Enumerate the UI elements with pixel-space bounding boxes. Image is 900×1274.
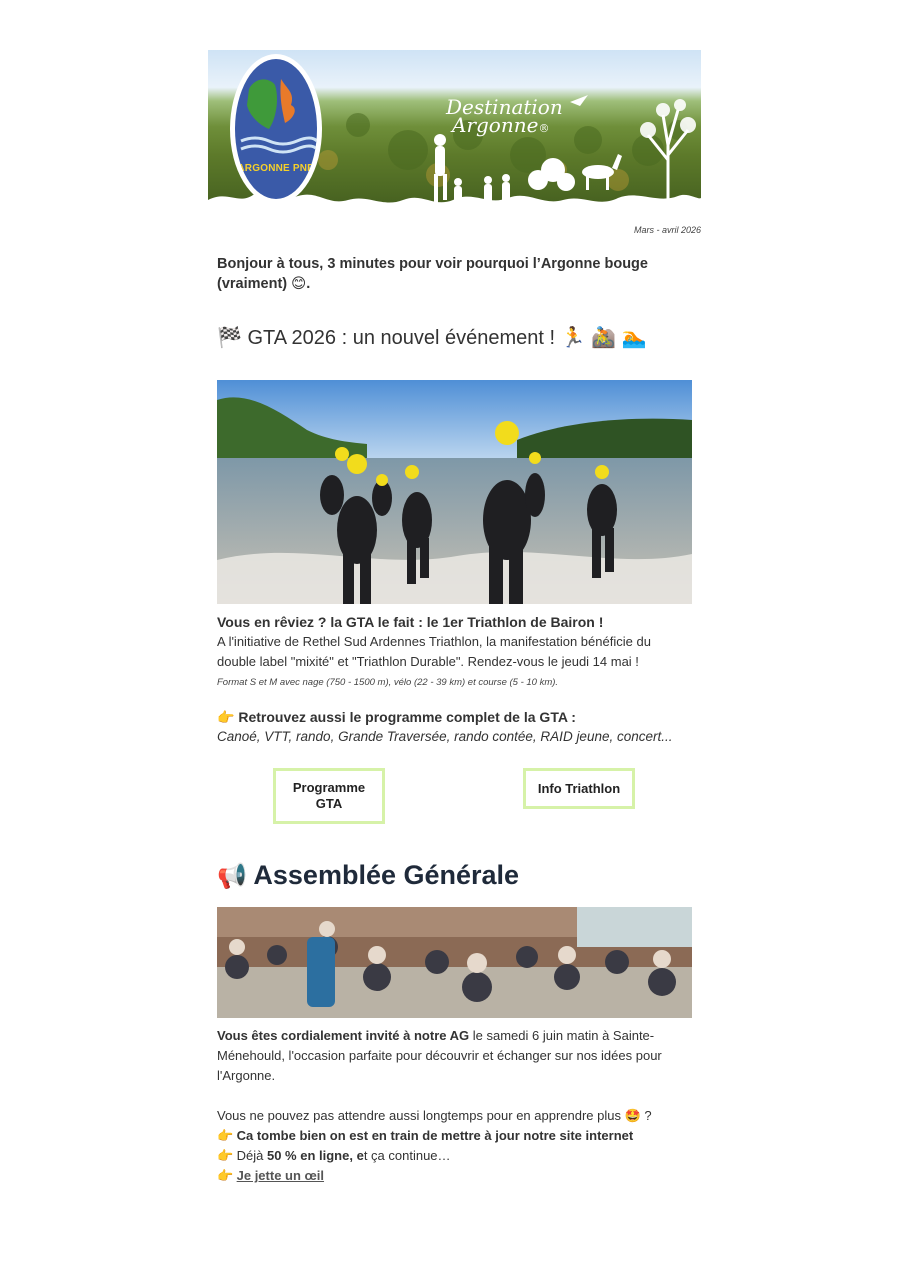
website-link[interactable]: Je jette un œil	[236, 1168, 325, 1183]
ag-photo	[217, 907, 692, 1018]
oak-leaf-icon	[235, 59, 317, 199]
gta-title: GTA 2026 : un nouvel événement !	[247, 327, 556, 349]
ag-line1-text: Ca tombe bien on est en train de mettre à jour notre site internet	[236, 1128, 634, 1143]
ag-more-text	[217, 1106, 692, 1126]
program-gta-label: Programme GTA	[292, 780, 366, 811]
assembly-image	[217, 907, 692, 1018]
ag-title: Assemblée Générale	[253, 860, 520, 890]
pointing-hand-icon: 👉	[217, 709, 235, 725]
triathlon-photo	[217, 380, 692, 604]
gta-heading	[217, 325, 646, 350]
checkered-flag-icon: 🏁	[217, 327, 242, 349]
pointing-hand-icon: 👉	[217, 1128, 234, 1143]
program-gta-button[interactable]	[273, 768, 385, 824]
ag-invite-rest: le samedi 6 juin matin à Sainte-Ménehould, l'occasion parfaite pour découvrir et échanger sur nos idées pour l'Argonne.	[217, 1028, 662, 1083]
brand-line1: Destination	[446, 95, 563, 119]
program-list: Canoé, VTT, rando, Grande Traversée, rando contée, RAID jeune, concert...	[217, 729, 673, 744]
pnr-logo	[235, 59, 317, 199]
ag-line2-b: t ça continue…	[363, 1148, 451, 1163]
star-eyes-icon: 🤩	[624, 1108, 641, 1123]
issue-date: Mars - avril 2026	[633, 225, 701, 235]
brand-mark: ®	[538, 122, 550, 135]
intro-greeting: Bonjour à tous,	[217, 256, 328, 272]
smile-icon: 😊	[291, 276, 307, 292]
logo-text: ARGONNE PNR	[237, 163, 315, 174]
ag-line-1	[217, 1126, 692, 1146]
ag-line-3	[217, 1166, 692, 1186]
intro-highlight: 3 minutes pour voir pourquoi l’Argonne bouge (vraiment)	[217, 256, 648, 292]
brand-wordmark	[446, 95, 563, 138]
ag-invitation	[217, 1026, 692, 1086]
pointing-hand-icon: 👉	[217, 1168, 234, 1183]
ag-line-2	[217, 1146, 692, 1166]
triathlon-text: A l'initiative de Rethel Sud Ardennes Triathlon, la manifestation bénéficie du double label "mixité" et "Triathlon Durable". Rendez-vous le jeudi 14 mai !	[217, 634, 651, 669]
ag-line2-bold: 50 % en ligne, e	[266, 1148, 364, 1163]
program-heading	[217, 707, 692, 727]
ag-heading	[217, 860, 519, 891]
program-title: Retrouvez aussi le programme complet de la GTA :	[238, 709, 576, 725]
info-triathlon-label: Info Triathlon	[537, 780, 621, 796]
ag-invite-bold: Vous êtes cordialement invité à notre AG	[217, 1028, 470, 1043]
triathlon-image	[217, 380, 692, 604]
ag-line2-a: Déjà	[236, 1148, 267, 1163]
intro-text	[217, 254, 692, 294]
brand-line2: Argonne	[452, 113, 539, 137]
pointing-hand-icon: 👉	[217, 1148, 234, 1163]
intro-end: .	[306, 276, 311, 292]
header-banner	[208, 50, 701, 220]
ag-more: Vous ne pouvez pas attendre aussi longtemps pour en apprendre plus	[217, 1108, 621, 1123]
info-triathlon-button[interactable]	[523, 768, 635, 809]
triathlon-format: Format S et M avec nage (750 - 1500 m), vélo (22 - 39 km) et course (5 - 10 km).	[217, 677, 559, 688]
ag-more-end: ?	[640, 1108, 652, 1123]
triathlon-headline: Vous en rêviez ? la GTA le fait : le 1er Triathlon de Bairon !	[217, 614, 604, 630]
sport-icons: 🏃 🚵 🏊	[560, 327, 647, 349]
megaphone-icon: 📢	[217, 863, 247, 890]
